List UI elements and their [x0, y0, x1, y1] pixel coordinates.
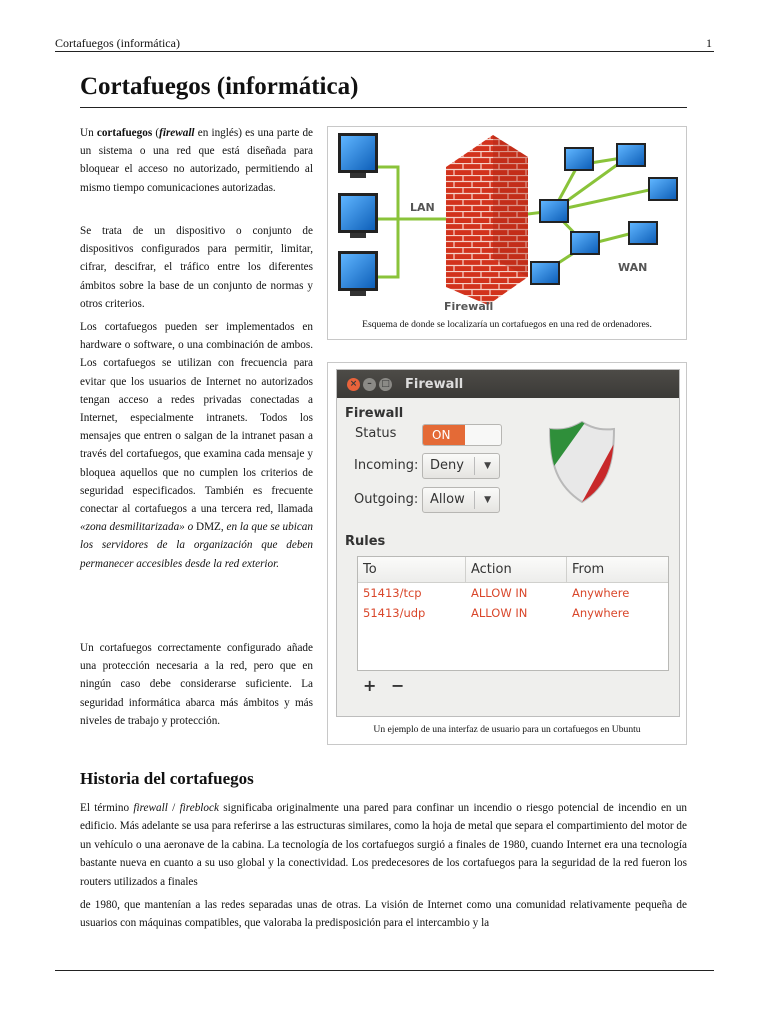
intro-paragraph-4: Un cortafuegos correctamente configurado añade una protección necesaria a la red, pero que en ningún caso debe considerarse suficiente. La seguridad informática abarca más ámbitos y más niveles de trabajo y protección. — [80, 642, 313, 727]
text-h1a: El término — [80, 802, 130, 814]
column-header-from[interactable]: From — [572, 562, 605, 577]
table-row[interactable] — [358, 603, 668, 623]
wan-monitor-icon — [530, 261, 560, 285]
column-header-to[interactable]: To — [358, 557, 466, 582]
window-title: Firewall — [405, 376, 464, 392]
text-o: o — [187, 521, 194, 534]
lan-monitor-icon — [338, 251, 378, 296]
term-firewall: firewall — [133, 802, 168, 814]
maximize-icon[interactable]: □ — [379, 378, 392, 391]
rules-table-header — [358, 557, 668, 583]
network-diagram-figure — [327, 126, 687, 340]
firewall-section-title: Firewall — [345, 406, 404, 421]
incoming-select[interactable] — [422, 453, 500, 479]
term-zona-desmilitarizada: «zona desmilitarizada» — [80, 521, 185, 534]
minimize-icon[interactable]: – — [363, 378, 376, 391]
term-fireblock: fireblock — [179, 802, 219, 814]
text-slash: / — [172, 802, 176, 814]
running-header — [55, 36, 714, 52]
window-titlebar — [337, 370, 679, 398]
wan-monitor-icon — [564, 147, 594, 171]
history-heading: Historia del cortafuegos — [80, 769, 254, 788]
column-header-action[interactable]: Action — [466, 557, 567, 582]
rule-to: 51413/udp — [363, 606, 426, 620]
firewall-label: Firewall — [444, 300, 494, 313]
text-paren: ( — [155, 127, 160, 139]
lan-label: LAN — [410, 201, 435, 214]
add-rule-button[interactable]: + — [363, 676, 377, 695]
outgoing-label: Outgoing: — [354, 492, 419, 507]
rules-title: Rules — [345, 534, 386, 549]
text-p3-italic: en la que se ubican los servidores de la organización que deben permanecer accesibles desde la red exterior. — [80, 521, 313, 570]
intro-paragraph-3 — [80, 318, 313, 573]
text-un: Un — [80, 127, 94, 139]
wan-monitor-icon — [628, 221, 658, 245]
firewall-wall-icon — [446, 135, 528, 305]
figure1-caption: Esquema de donde se localizaría un cortafuegos en una red de ordenadores. — [362, 319, 652, 330]
lan-monitor-icon — [338, 193, 378, 238]
running-title: Cortafuegos (informática) — [55, 36, 180, 50]
wan-monitor-icon — [570, 231, 600, 255]
status-toggle-on: ON — [423, 425, 465, 445]
rule-action: ALLOW IN — [471, 606, 528, 620]
wan-monitor-icon — [539, 199, 569, 223]
page-number: 1 — [706, 36, 712, 50]
status-toggle[interactable] — [422, 424, 502, 446]
remove-rule-button[interactable]: − — [391, 676, 405, 695]
outgoing-select[interactable] — [422, 487, 500, 513]
combo-separator — [474, 457, 475, 475]
intro-paragraph-1 — [80, 124, 313, 197]
rule-from: Anywhere — [572, 586, 630, 600]
rule-from: Anywhere — [572, 606, 630, 620]
term-dmz: DMZ, — [196, 521, 224, 534]
text-h1b: significaba originalmente una pared para confinar un incendio o riesgo potencial de incendio en un edificio. Más adelante se usa para referirse a las estructuras similares, como la hoja de metal que separa el compartimiento del motor de un vehículo o una aeronave de la cabina. La tecnología de los cortafuegos surgió a finales de 1980, cuando Internet era una tecnología bastante nueva en cuanto a su uso global y la conectividad. Los predecesores de los cortafuegos para la seguridad de la red fueron los routers utilizados a finales — [80, 802, 688, 888]
incoming-value: Deny — [430, 458, 464, 473]
shield-icon — [547, 420, 617, 504]
figure2-caption: Un ejemplo de una interfaz de usuario para un cortafuegos en Ubuntu — [373, 724, 641, 735]
term-firewall: firewall — [159, 127, 195, 139]
firewall-ui-figure — [327, 362, 687, 745]
incoming-label: Incoming: — [354, 458, 419, 473]
lan-monitor-icon — [338, 133, 378, 178]
page-title: Cortafuegos (informática) — [80, 73, 687, 108]
status-label: Status — [355, 426, 397, 441]
rule-to: 51413/tcp — [363, 586, 422, 600]
history-paragraph-1 — [80, 799, 687, 891]
table-row[interactable] — [358, 583, 668, 603]
wan-label: WAN — [618, 261, 648, 274]
chevron-down-icon: ▼ — [484, 495, 491, 505]
combo-separator — [474, 491, 475, 509]
outgoing-value: Allow — [430, 492, 465, 507]
intro-paragraph-2: Se trata de un dispositivo o conjunto de dispositivos configurados para permitir, limitar, cifrar, descifrar, el tráfico entre los diferentes ámbitos sobre la base de un conjunto de normas y otros criterios. — [80, 225, 313, 310]
close-icon[interactable]: × — [347, 378, 360, 391]
footer-divider — [55, 970, 714, 971]
text-p3a: Los cortafuegos pueden ser implementados en hardware o software, o una combinación de ambos. Los cortafuegos se utilizan con frecuencia para evitar que los usuarios de Internet no autorizados tengan acceso a redes privadas conectadas a Internet, especialmente intranets. Todos los mensajes que entren o salgan de la intranet pasan a través del cortafuegos, que examina cada mensaje y bloquea aquellos que no cumplen los criterios de seguridad especificados. También es frecuente conectar al cortafuegos a una tercera red, llamada — [80, 321, 313, 516]
chevron-down-icon: ▼ — [484, 461, 491, 471]
firewall-window — [336, 369, 680, 717]
rule-action: ALLOW IN — [471, 586, 528, 600]
text-rest: en inglés) es una parte de un sistema o una red que está diseñada para bloquear el acceso no autorizado, permitiendo al mismo tiempo comunicaciones autorizadas. — [80, 127, 314, 194]
network-diagram — [328, 127, 686, 317]
wan-monitor-icon — [648, 177, 678, 201]
history-paragraph-2: de 1980, que mantenían a las redes separadas unas de otras. La visión de Internet como una comunidad relativamente pequeña de usuarios con máquinas compatibles, que valoraba la predisposición para el intercambio y la — [80, 899, 687, 930]
wan-monitor-icon — [616, 143, 646, 167]
rules-table — [357, 556, 669, 671]
term-cortafuegos: cortafuegos — [96, 127, 153, 139]
